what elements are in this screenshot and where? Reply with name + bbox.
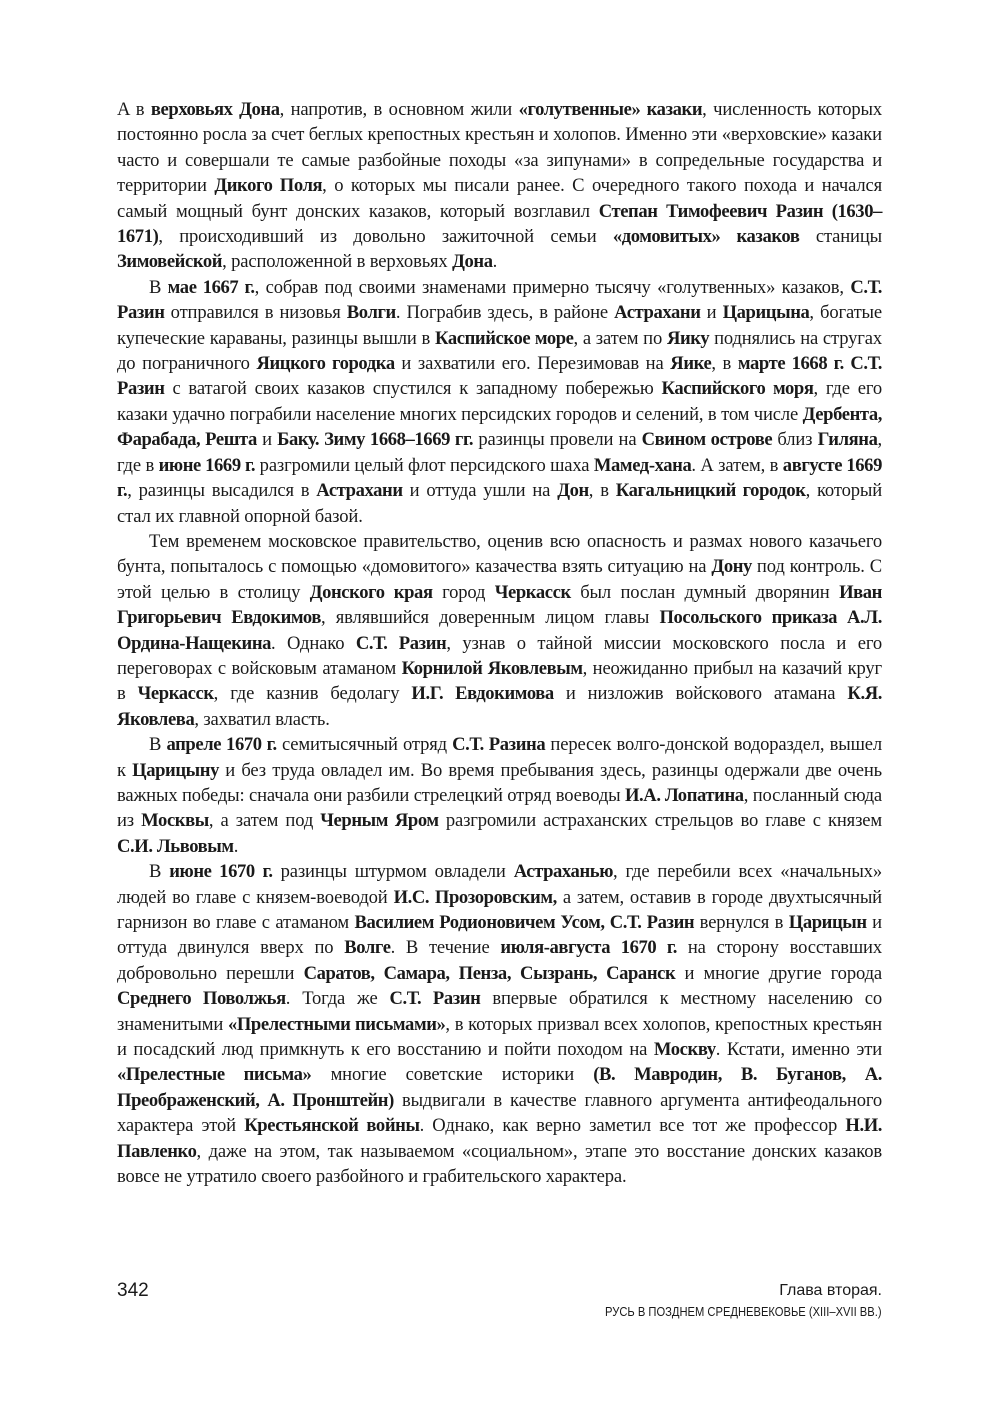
text-run: , узнав о тайной миссии московского посла и его переговорах с войсковым атаманом (117, 632, 882, 679)
paragraph-5 (117, 859, 882, 1189)
bold-term: Дона (239, 99, 280, 120)
bold-term: Дона (452, 251, 493, 273)
text-run: и (256, 429, 278, 451)
bold-term: С.Т. Разин (389, 988, 481, 1010)
bold-term: С.Т. Разин (355, 632, 447, 654)
text-run: , в которых призвал всех холопов, крепостных крестьян и посадский люд примкнуть к его восстанию и пойти походом на (117, 1013, 882, 1061)
text-run: и без труда овладел им. Во время пребывания здесь, разинцы одержали две очень важных победы: сначала они разбили стрелецкий отряд воеводы (117, 759, 882, 806)
text-run: В (149, 276, 168, 298)
text-run: . Кстати, именно эти (715, 1039, 883, 1061)
bold-term: И.С. Прозоровским, (393, 886, 557, 908)
bold-term: Посольского приказа А.Л. Ордина-Нащекина (117, 607, 883, 654)
bold-term: Царицына (722, 302, 810, 324)
bold-term: Зимовейской (117, 251, 223, 273)
text-run: A в (117, 99, 151, 120)
bold-term: Дону (711, 556, 752, 578)
bold-term: Астраханью (513, 861, 614, 883)
text-run: отправился в низовья (164, 302, 347, 324)
text-run: и многие другие города (675, 962, 882, 984)
bold-term: Баку. Зиму 1668–1669 гг. (277, 429, 474, 451)
text-run: , неожиданно прибыл на казачий круг в (117, 657, 882, 705)
bold-term: Гиляна (817, 429, 878, 451)
text-run: , о которых мы писали ранее. С очередного такого похода и начался самый мощный бунт донских казаков, который возглавил (117, 175, 883, 222)
bold-term: Астрахани (614, 302, 701, 324)
bold-term: августе 1669 г. (117, 454, 882, 502)
bold-term: Мамед-хана (593, 454, 692, 476)
bold-term: Черным Яром (320, 810, 439, 832)
text-run: , напротив, в основном жили (279, 99, 519, 120)
bold-term: «Прелестными письмами» (227, 1013, 446, 1035)
text-run: В (149, 861, 170, 883)
text-run: , а затем по (573, 327, 667, 349)
paragraph-3 (117, 529, 882, 732)
bold-term: Корнилой Яковлевым (401, 657, 583, 679)
text-run: близ (772, 429, 818, 451)
bold-term: Каспийское море (435, 327, 574, 349)
text-run: , разинцы высадился в (127, 480, 317, 502)
bold-term: Василием Родионовичем Усом, С.Т. Разин (354, 912, 695, 933)
text-run: разинцы провели на (473, 429, 642, 451)
text-run: и (700, 302, 723, 324)
text-run: . Однако, как верно заметил все тот же профессор (419, 1115, 846, 1137)
text-run: , захватил власть. (194, 708, 330, 730)
bold-term: Царицыну (132, 759, 220, 781)
bold-term: Дон (557, 480, 589, 502)
bold-term: (В. Мавродин, В. Буганов, А. Преображенский, А. Пронштейн) (117, 1064, 883, 1111)
page-footer (117, 1280, 882, 1326)
text-run: и оттуда двинулся вверх по (117, 912, 882, 959)
text-run: выдвигали в качестве главного аргумента антифеодального характера этой (117, 1089, 883, 1137)
text-run: . А затем, в (691, 454, 783, 476)
bold-term: июне 1669 г. (158, 454, 256, 476)
text-run: был послан думный дворянин (570, 581, 840, 603)
text-run: город (432, 581, 495, 603)
text-run: а затем, оставив в городе двухтысячный гарнизон во главе с атаманом (117, 886, 882, 933)
bold-term: «домовитых» казаков (612, 226, 800, 248)
text-run: Тем временем московское правительство, оценив всю опасность и размах нового казачьего бунта, попыталось с помощью «домовитого» казачества взять ситуацию на (117, 530, 882, 578)
text-run: , расположенной в верховьях (222, 251, 453, 273)
text-run: разгромили целый флот персидского шаха (255, 454, 594, 476)
text-run: поднялись на стругах до пограничного (117, 327, 883, 375)
bold-term: Яику (666, 327, 710, 349)
chapter-title: Глава вторая. (779, 1282, 882, 1299)
bold-term: верховьях (150, 99, 233, 120)
bold-term: Черкасск (494, 581, 571, 603)
page-body (117, 97, 882, 1189)
bold-term: Дербента, Фарабада, Решта (117, 403, 882, 451)
bold-term: Иван Григорьевич Евдокимов (117, 581, 882, 629)
text-run: , собрав под своими знаменами примерно тысячу «голутвенных» казаков, (254, 276, 851, 298)
bold-term: Кагальницкий городок (615, 480, 806, 502)
bold-term: Черкасск (137, 683, 214, 705)
bold-term: Царицын (788, 912, 867, 933)
text-run: . Пограбив здесь, в районе (395, 302, 615, 324)
text-run: , богатые купеческие караваны, разинцы вышли в (117, 302, 882, 349)
bold-term: Москву (653, 1039, 716, 1061)
text-run: . В течение (390, 937, 501, 959)
bold-term: «Прелестные письма» (117, 1064, 312, 1086)
text-run: разгромили астраханских стрельцов во главе с князем (438, 810, 883, 832)
bold-term: Свином острове (641, 429, 773, 451)
bold-term: Астрахани (316, 480, 403, 502)
text-run: , даже на этом, так называемом «социальном», этапе это восстание донских казаков вовсе не утратило своего разбойного и грабительского характера. (117, 1140, 882, 1188)
text-run: впервые обратился к местному населению со знаменитыми (117, 988, 883, 1035)
text-run: и низложив войскового атамана (553, 683, 848, 705)
bold-term: Москвы (141, 810, 209, 832)
bold-term: Среднего Поволжья (117, 988, 286, 1010)
bold-term: Каспийского моря (661, 378, 814, 400)
bold-term: Волге (344, 937, 391, 959)
bold-term: «голутвенные» казаки (518, 99, 703, 120)
text-run: . (492, 251, 498, 273)
bold-term: Яике (670, 353, 712, 375)
text-run: , происходивший из довольно зажиточной семьи (158, 226, 613, 248)
bold-term: С.Т. Разина (452, 734, 546, 756)
bold-term: марте 1668 г. С.Т. Разин (117, 353, 882, 400)
bold-term: Н.И. Павленко (117, 1115, 883, 1162)
bold-term: К.Я. Яковлева (117, 683, 882, 730)
bold-term: И.А. Лопатина (624, 784, 744, 806)
text-run: семитысячный отряд (276, 734, 453, 756)
text-run: , где перебили всех «начальных» людей во главе с князем-воеводой (117, 861, 882, 908)
text-run: на сторону восставших добровольно перешли (117, 937, 882, 984)
text-run: многие советские историки (311, 1064, 594, 1086)
text-run: пересек волго-донской водораздел, вышел к (117, 734, 883, 781)
text-run: , где казнив бедолагу (213, 683, 412, 705)
text-run: В (149, 734, 167, 756)
text-run: . Тогда же (285, 988, 390, 1010)
bold-term: Саратов, Самара, Пенза, Сызрань, Саранск (303, 962, 676, 984)
text-run: разинцы штурмом овладели (272, 861, 514, 883)
bold-term: И.Г. Евдокимова (411, 683, 554, 705)
page-number: 342 (117, 1280, 149, 1301)
text-run: и захватили его. Перезимовав на (394, 353, 671, 375)
paragraph-1 (117, 97, 882, 275)
text-run: , а затем под (208, 810, 321, 832)
bold-term: Яицкого городка (256, 353, 395, 375)
bold-term: Степан Тимофеевич Разин (1630–1671) (117, 200, 882, 248)
text-run: с ватагой своих казаков спустился к западному побережью (164, 378, 662, 400)
bold-term: Волги (346, 302, 396, 324)
paragraph-4 (117, 732, 882, 859)
text-run: , численность которых постоянно росла за счет беглых крепостных крестьян и холопов. Именно эти «верховские» казаки часто и совершали те самые разбойные походы «за зипунами» в сопредельные государства и территории (117, 99, 882, 197)
text-run: станицы (799, 226, 882, 248)
paragraph-2 (117, 275, 882, 529)
text-run: , где его казаки удачно пограбили население многих персидских городов и селений, в том числе (117, 378, 882, 425)
text-run: вернулся в (694, 912, 789, 933)
bold-term: Крестьянской войны (244, 1115, 420, 1137)
text-run: , являвшийся доверенным лицом главы (321, 607, 660, 629)
chapter-subtitle: РУСЬ В ПОЗДНЕМ СРЕДНЕВЕКОВЬЕ (XIII–XVII ВВ.) (605, 1304, 882, 1319)
bold-term: Дикого Поля (214, 175, 323, 197)
bold-term: июля-августа 1670 г. (500, 937, 678, 959)
bold-term: С.Т. Разин (117, 276, 882, 324)
text-run: под контроль. С этой целью в столицу (117, 556, 882, 603)
text-run: , в (588, 480, 616, 502)
bold-term: июне 1670 г. (169, 861, 273, 883)
text-run: , где в (117, 429, 882, 476)
text-run: и оттуда ушли на (402, 480, 558, 502)
bold-term: мае 1667 г. (167, 276, 255, 298)
text-run: , который стал их главной опорной базой. (117, 480, 883, 527)
running-header (560, 1280, 882, 1322)
bold-term: апреле 1670 г. (166, 734, 277, 756)
bold-term: С.И. Львовым (117, 835, 234, 857)
text-run: , в (711, 353, 738, 375)
text-run: . Однако (271, 632, 356, 654)
text-run: , посланный сюда из (117, 784, 882, 832)
bold-term: Донского края (309, 581, 433, 603)
text-run: . (233, 835, 239, 857)
